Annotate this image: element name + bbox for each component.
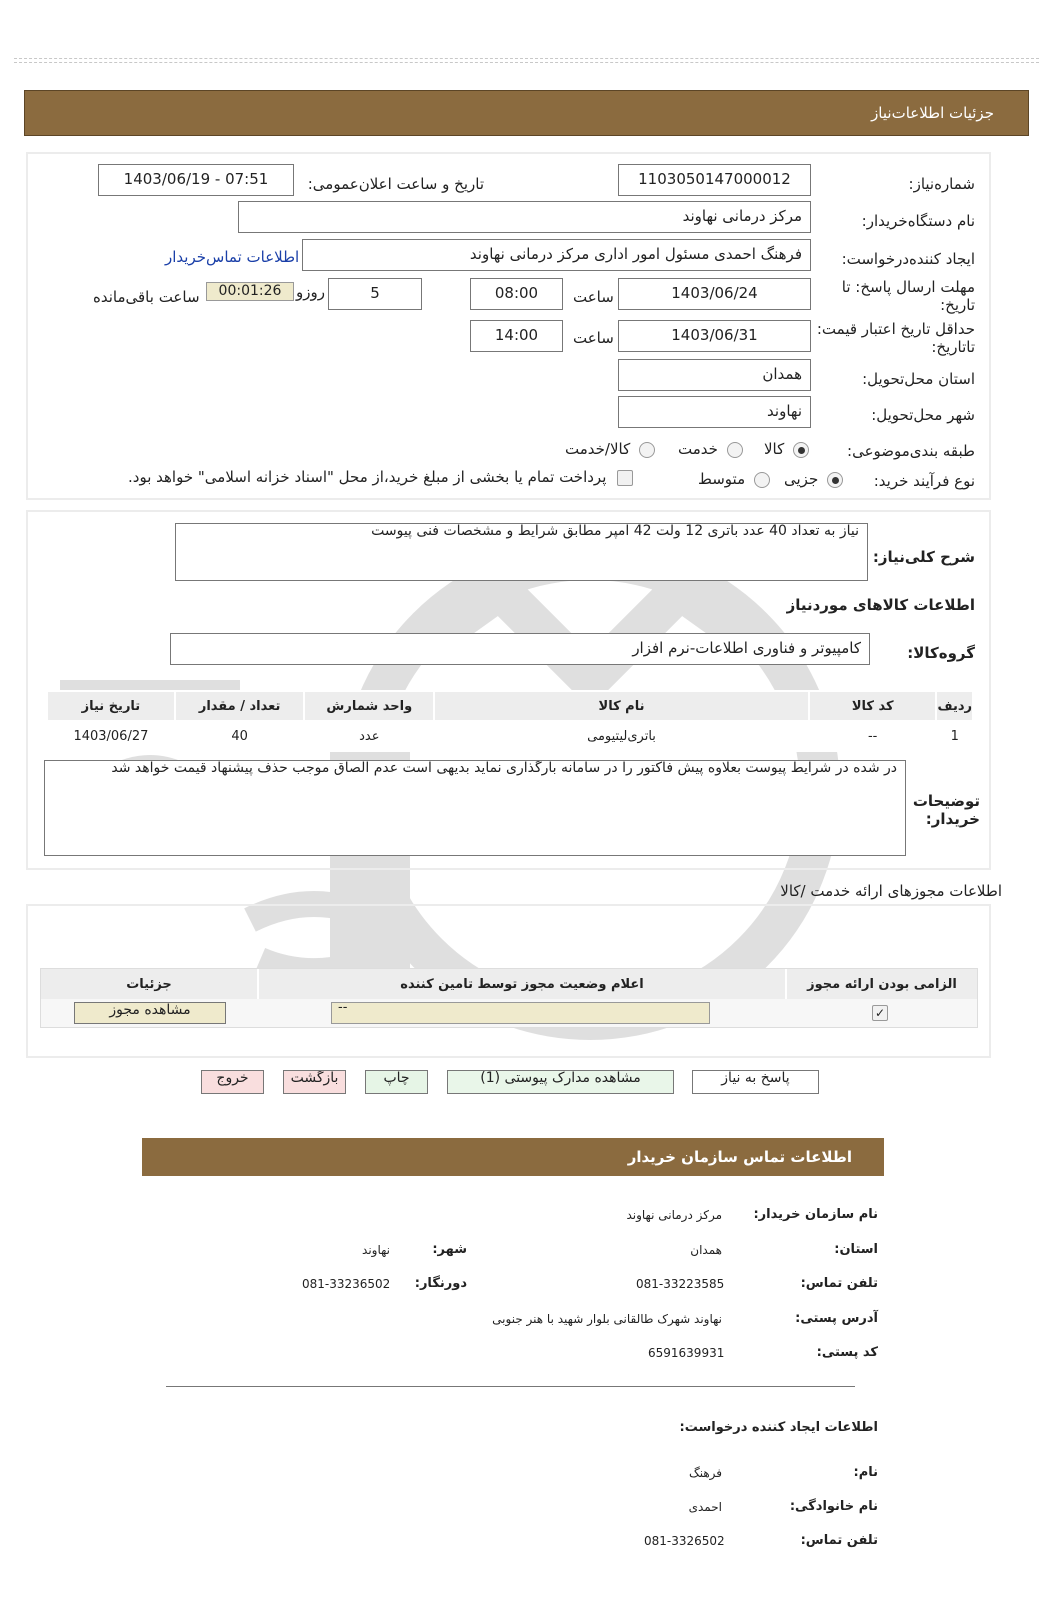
deadline-date-field[interactable]: 1403/06/24 <box>618 278 811 310</box>
print-button[interactable]: چاپ <box>365 1070 428 1094</box>
deadline-hour-label: ساعت <box>573 288 614 306</box>
permits-header-sep-2 <box>257 969 259 999</box>
page-title: جزئیات اطلاعات‌نیاز <box>871 104 994 122</box>
deadline-label <box>842 278 975 314</box>
goods-section-title: اطلاعات کالاهای موردنیاز <box>786 596 975 614</box>
deadline-label-line2: تاریخ: <box>940 296 975 314</box>
category-option-service-label: خدمت <box>678 440 718 458</box>
creator-phone-value: 081-3326502 <box>644 1534 725 1548</box>
contact-phone-value: 081-33223585 <box>636 1277 725 1291</box>
treasury-payment-checkbox[interactable] <box>617 470 633 486</box>
need-number-field: 1103050147000012 <box>618 164 811 196</box>
city-label: شهر محل‌تحویل: <box>871 406 975 424</box>
description-label: شرح کلی‌نیاز: <box>872 548 975 566</box>
process-option-medium[interactable] <box>698 470 770 488</box>
days-label: روزو <box>296 283 325 301</box>
creator-label: ایجاد کننده‌درخواست: <box>841 250 975 268</box>
category-option-goods[interactable] <box>764 440 809 458</box>
process-option-minor[interactable] <box>784 470 843 488</box>
permits-col-details: جزئیات <box>126 977 172 992</box>
back-button[interactable]: بازگشت <box>283 1070 346 1094</box>
treasury-payment-label: پرداخت تمام یا بخشی از مبلغ خرید،از محل "اسناد خزانه اسلامی" خواهد بود. <box>128 468 607 486</box>
buyer-notes-label <box>913 792 980 828</box>
permits-col-status: اعلام وضعیت مجوز توسط تامین کننده <box>400 977 644 992</box>
category-option-both[interactable] <box>565 440 655 458</box>
buyer-org-field: مرکز درمانی نهاوند <box>238 201 811 233</box>
process-label: نوع فرآیند خرید: <box>873 472 975 490</box>
validity-time-field[interactable]: 14:00 <box>470 320 563 352</box>
days-field: 5 <box>328 278 422 310</box>
contact-address-value: نهاوند شهرک طالقانی بلوار شهید با هنر جنوبی <box>492 1312 722 1326</box>
process-option-medium-label: متوسط <box>698 470 746 488</box>
description-field: نیاز به تعداد 40 عدد باتری 12 ولت 42 امپر مطابق شرایط و مشخصات فنی پیوست <box>175 523 868 581</box>
permit-required-checkbox: ✓ <box>872 1005 888 1021</box>
buyer-contact-link[interactable]: اطلاعات تماس‌خریدار <box>165 248 300 266</box>
goods-table <box>46 690 974 752</box>
deadline-time-field[interactable]: 08:00 <box>470 278 563 310</box>
table-row <box>47 721 973 751</box>
contact-phone-label: تلفن تماس: <box>800 1276 878 1291</box>
contact-header <box>142 1138 884 1176</box>
cell-date: 1403/06/27 <box>47 721 175 751</box>
creator-first-name-value: فرهنگ <box>688 1466 722 1480</box>
category-option-service[interactable] <box>678 440 743 458</box>
category-both-radio[interactable] <box>639 442 655 458</box>
col-code: کد کالا <box>809 691 937 721</box>
contact-title: اطلاعات تماس سازمان خریدار <box>627 1148 852 1166</box>
contact-city-value: نهاوند <box>362 1243 390 1257</box>
remaining-label: ساعت باقی‌مانده <box>93 288 200 306</box>
remaining-timer: 00:01:26 <box>206 282 294 301</box>
validity-label-line2: تاتاریخ: <box>931 338 975 356</box>
exit-button[interactable]: خروج <box>201 1070 264 1094</box>
contact-org-label: نام سازمان خریدار: <box>753 1207 878 1222</box>
need-number-label: شماره‌نیاز: <box>908 175 975 193</box>
process-minor-radio[interactable] <box>827 472 843 488</box>
validity-label <box>817 320 975 356</box>
contact-org-value: مرکز درمانی نهاوند <box>626 1208 722 1222</box>
reply-button[interactable]: پاسخ به نیاز <box>692 1070 819 1094</box>
validity-hour-label: ساعت <box>573 329 614 347</box>
buyer-notes-label-line2: خریدار: <box>925 810 980 828</box>
category-option-goods-label: کالا <box>764 440 785 458</box>
contact-fax-value: 081-33236502 <box>302 1277 391 1291</box>
cell-name: باتری‌لیتیومی <box>434 721 809 751</box>
city-field: نهاوند <box>618 396 811 428</box>
creator-last-name-value: احمدی <box>688 1500 722 1514</box>
creator-last-name-label: نام خانوادگی: <box>789 1499 878 1514</box>
buyer-org-label: نام دستگاه‌خریدار: <box>861 212 975 230</box>
permits-table <box>40 968 978 1028</box>
cell-code: -- <box>809 721 937 751</box>
creator-info-title: اطلاعات ایجاد کننده درخواست: <box>679 1420 878 1435</box>
treasury-payment-option[interactable] <box>128 468 633 486</box>
contact-divider <box>166 1386 855 1387</box>
announce-label: تاریخ و ساعت اعلان‌عمومی: <box>307 175 484 193</box>
buyer-notes-field: در شده در شرایط پیوست بعلاوه پیش فاکتور را در سامانه بارگذاری نماید بدیهی است عدم الصاق موجب حذف پیشنهاد قیمت خواهد شد <box>44 760 906 856</box>
process-option-minor-label: جزیی <box>784 470 819 488</box>
creator-phone-label: تلفن تماس: <box>800 1533 878 1548</box>
process-medium-radio[interactable] <box>754 472 770 488</box>
contact-province-value: همدان <box>690 1243 722 1257</box>
cell-row: 1 <box>936 721 973 751</box>
creator-first-name-label: نام: <box>853 1465 878 1480</box>
contact-province-label: استان: <box>834 1242 878 1257</box>
permits-header-sep-1 <box>785 969 787 999</box>
goods-group-field: کامپیوتر و فناوری اطلاعات-نرم افزار <box>170 633 870 665</box>
page-header <box>24 90 1029 136</box>
validity-date-field[interactable]: 1403/06/31 <box>618 320 811 352</box>
goods-group-label: گروه‌کالا: <box>907 644 975 662</box>
category-service-radio[interactable] <box>727 442 743 458</box>
deadline-label-line1: مهلت ارسال پاسخ: تا <box>841 278 975 296</box>
buyer-notes-label-line1: توضیحات <box>912 792 980 810</box>
contact-fax-label: دورنگار: <box>414 1276 467 1291</box>
category-goods-radio[interactable] <box>793 442 809 458</box>
cell-qty: 40 <box>175 721 305 751</box>
col-unit: واحد شمارش <box>304 691 434 721</box>
view-permit-button[interactable]: مشاهده مجوز <box>74 1002 226 1024</box>
col-date: تاریخ نیاز <box>47 691 175 721</box>
cell-unit: عدد <box>304 721 434 751</box>
province-field: همدان <box>618 359 811 391</box>
contact-city-label: شهر: <box>432 1242 467 1257</box>
category-option-both-label: کالا/خدمت <box>565 440 631 458</box>
attachments-button[interactable]: مشاهده مدارک پیوستی (1) <box>447 1070 674 1094</box>
contact-postal-value: 6591639931 <box>648 1346 725 1360</box>
announce-field: 1403/06/19 - 07:51 <box>98 164 294 196</box>
contact-postal-label: کد پستی: <box>816 1345 878 1360</box>
province-label: استان محل‌تحویل: <box>862 370 975 388</box>
permits-col-required: الزامی بودن ارائه مجوز <box>807 977 957 992</box>
top-divider <box>14 58 1039 63</box>
contact-address-label: آدرس پستی: <box>795 1311 878 1326</box>
permit-status-field[interactable]: -- <box>331 1002 710 1024</box>
validity-label-line1: حداقل تاریخ اعتبار قیمت: <box>816 320 975 338</box>
creator-field: فرهنگ احمدی مسئول امور اداری مرکز درمانی نهاوند <box>302 239 811 271</box>
col-qty: تعداد / مقدار <box>175 691 305 721</box>
category-label: طبقه بندی‌موضوعی: <box>847 442 975 460</box>
col-row: ردیف <box>936 691 973 721</box>
col-name: نام کالا <box>434 691 809 721</box>
goods-table-header <box>47 691 973 721</box>
permits-title: اطلاعات مجوزهای ارائه خدمت /کالا <box>780 882 1002 900</box>
